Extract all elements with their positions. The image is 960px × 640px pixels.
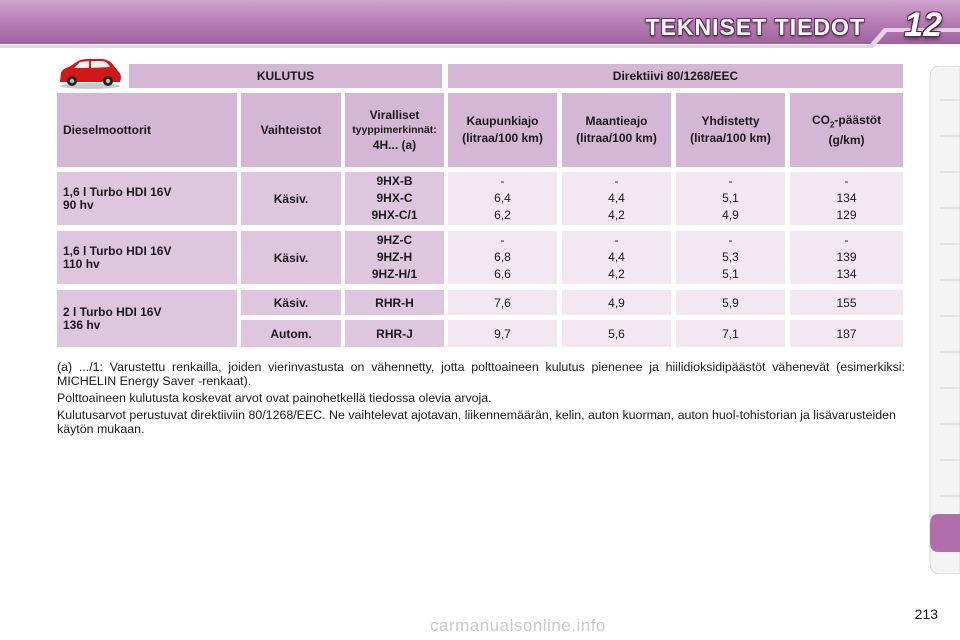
chapter-tabs [926, 66, 960, 574]
value: 5,1 [722, 267, 739, 281]
value: 5,6 [608, 326, 625, 341]
table-row-co2 [790, 172, 903, 225]
car-icon [56, 59, 124, 89]
type-code: 9HX-C [376, 191, 413, 205]
gearbox-value: Käsiv. [273, 295, 309, 310]
column-header-co2 [790, 93, 903, 167]
watermark: carmanualsonline.info [430, 616, 606, 635]
table-row-gearbox [241, 290, 341, 315]
table-row-gearbox [241, 172, 341, 225]
table-row-types [345, 290, 444, 315]
road-header-line2: (litraa/100 km) [576, 131, 657, 145]
value: 4,9 [722, 208, 739, 222]
footnote-directive: Kulutusarvot perustuvat direktiiviin 80/1268/EEC. Ne vaihtelevat ajotavan, liikennemäärän, kelin, auton kuorman, auton huol-tohistorian ja lisävarusteiden käytön mukaan. [57, 408, 896, 436]
type-header-line2: tyyppimerkinnät: [352, 123, 437, 136]
city-header-line1: Kaupunkiajo [466, 114, 539, 128]
column-header-combined [676, 93, 785, 167]
combined-header-line2: (litraa/100 km) [690, 131, 771, 145]
value: - [500, 174, 505, 188]
type-code: RHR-H [375, 295, 414, 310]
value: 5,3 [722, 250, 739, 264]
gearbox-value: Käsiv. [273, 191, 309, 206]
value: 5,9 [722, 295, 739, 310]
footnotes [57, 360, 905, 439]
table-row-city [448, 320, 557, 347]
value: 4,2 [608, 267, 625, 281]
value: 129 [836, 208, 857, 222]
type-header-line3: 4H... (a) [372, 137, 417, 152]
footnote-values: Polttoaineen kulutusta koskevat arvot ovat painohetkellä tiedossa olevia arvoja. [57, 391, 492, 405]
column-header-engine-text: Dieselmoottorit [63, 123, 152, 137]
table-row-combined [676, 320, 785, 347]
type-code: RHR-J [376, 326, 413, 341]
group-header-directive: Direktiivi 80/1268/EEC [448, 64, 903, 88]
column-header-engine [57, 93, 237, 167]
table-row-road [562, 320, 671, 347]
value: 9,7 [494, 326, 511, 341]
engine-name: 1,6 l Turbo HDI 16V [63, 184, 172, 199]
road-header-line1: Maantieajo [585, 114, 648, 128]
type-code: 9HX-C/1 [371, 208, 418, 222]
value: 5,1 [722, 191, 739, 205]
city-header-line2: (litraa/100 km) [462, 131, 543, 145]
co2-subscript: 2 [829, 120, 835, 130]
table-row-gearbox [241, 231, 341, 284]
column-header-road [562, 93, 671, 167]
value: 7,1 [722, 326, 739, 341]
co2-prefix: CO [811, 113, 830, 128]
footnote-a: (a) .../1: Varustettu renkailla, joiden vierinvastusta on vähennetty, jotta polttoaineen kulutus pienenee ja hiilidioksidipäästöt vähenevät (esimerkiksi: MICHELIN Energy Saver -renkaat). [57, 360, 905, 388]
column-header-type [345, 93, 444, 167]
table-row-co2 [790, 320, 903, 347]
table-row-gearbox [241, 320, 341, 347]
table-row-road [562, 290, 671, 315]
value: 4,4 [608, 191, 625, 205]
value: - [500, 233, 505, 247]
page-number: 213 [914, 606, 938, 622]
table-row-engine [57, 231, 237, 284]
co2-suffix: -päästöt [834, 113, 882, 128]
value: 4,4 [608, 250, 625, 264]
table-row-engine [57, 172, 237, 225]
value: 6,2 [494, 208, 511, 222]
gearbox-value: Käsiv. [273, 250, 309, 265]
value: 4,2 [608, 208, 625, 222]
chapter-number: 12 [904, 6, 942, 44]
value: 6,4 [494, 191, 511, 205]
value: 7,6 [494, 295, 511, 310]
combined-header-line1: Yhdistetty [701, 114, 760, 128]
engine-name: 2 l Turbo HDI 16V [63, 304, 162, 319]
value: - [728, 233, 733, 247]
table-row-road [562, 172, 671, 225]
type-code: 9HZ-H/1 [371, 267, 418, 281]
table-row-types [345, 320, 444, 347]
value: 6,6 [494, 267, 511, 281]
column-header-gearbox [241, 93, 341, 167]
group-header-consumption: KULUTUS [129, 64, 442, 88]
page-title: TEKNISET TIEDOT [645, 14, 865, 40]
engine-power: 136 hv [63, 317, 101, 332]
value: - [614, 174, 619, 188]
value: 139 [836, 250, 857, 264]
value: - [844, 174, 849, 188]
table-row-combined [676, 231, 785, 284]
column-header-city [448, 93, 557, 167]
engine-power: 110 hv [63, 256, 100, 271]
table-row-types [345, 231, 444, 284]
value: - [728, 174, 733, 188]
table-row-road [562, 231, 671, 284]
value: 6,8 [494, 250, 511, 264]
gearbox-value: Autom. [270, 326, 312, 341]
value: 187 [836, 326, 857, 341]
value: 155 [836, 295, 857, 310]
co2-header-line2: (g/km) [828, 132, 865, 147]
table-row-types [345, 172, 444, 225]
table-row-combined [676, 172, 785, 225]
active-chapter-tab [930, 514, 960, 552]
type-header-line1: Viralliset [369, 107, 420, 122]
type-code: 9HX-B [376, 174, 413, 188]
value: 134 [836, 267, 857, 281]
co2-header-line1 [812, 113, 881, 132]
engine-name: 1,6 l Turbo HDI 16V [63, 243, 172, 258]
table-row-co2 [790, 231, 903, 284]
engine-power: 90 hv [63, 197, 94, 212]
table-row-city [448, 231, 557, 284]
value: - [614, 233, 619, 247]
table-row-city [448, 290, 557, 315]
value: - [844, 233, 849, 247]
value: 4,9 [608, 295, 625, 310]
type-code: 9HZ-H [376, 250, 413, 264]
table-row-city [448, 172, 557, 225]
value: 134 [836, 191, 857, 205]
table-row-combined [676, 290, 785, 315]
table-row-co2 [790, 290, 903, 315]
type-code: 9HZ-C [376, 233, 413, 247]
column-header-gearbox-text: Vaihteistot [260, 123, 322, 137]
table-row-engine [57, 290, 237, 347]
